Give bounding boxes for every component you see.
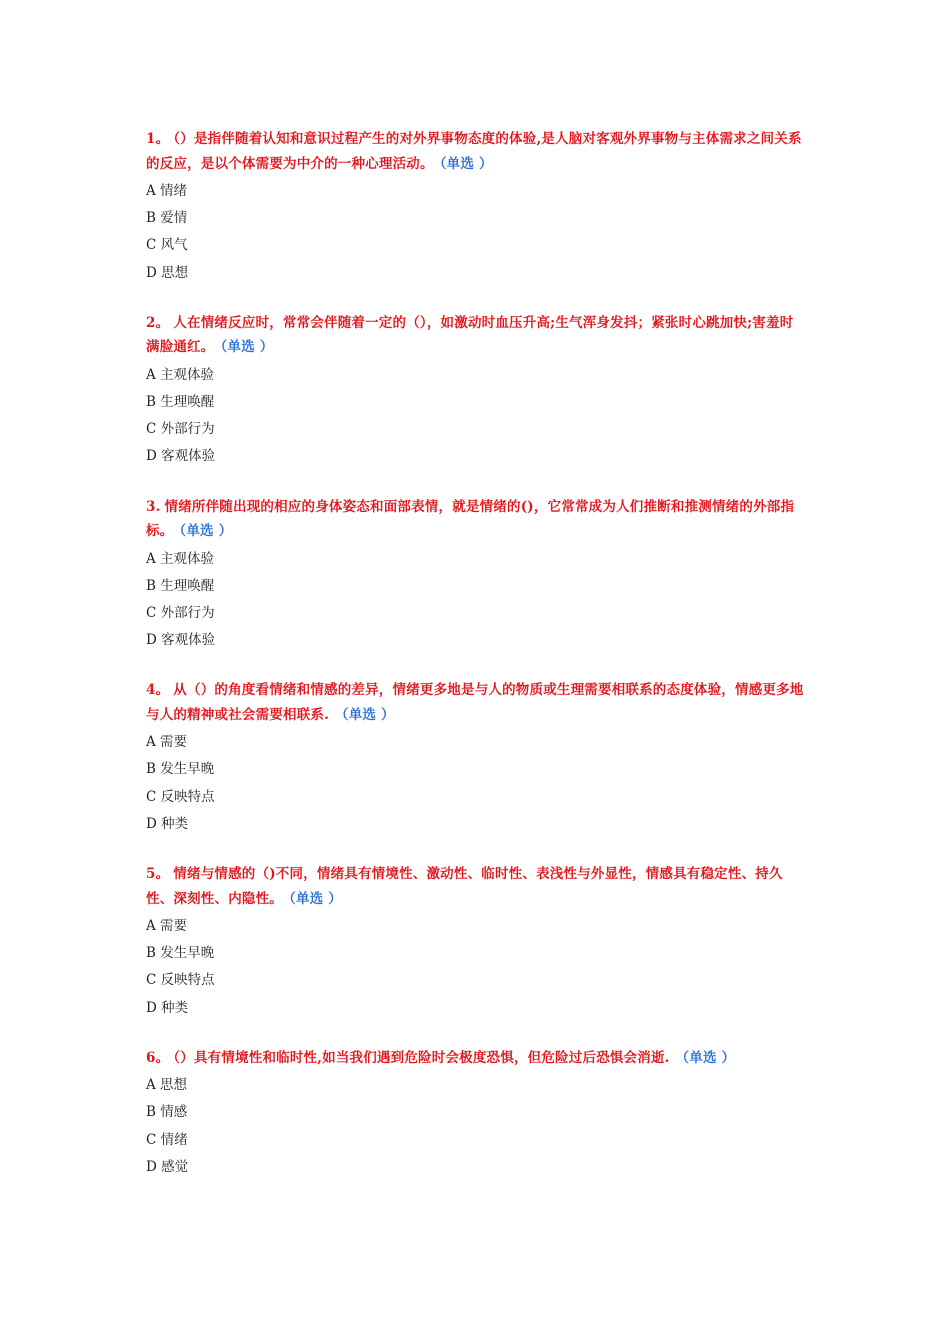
option-c: C 外部行为 xyxy=(146,421,215,438)
question-stem xyxy=(146,1046,806,1071)
option-d: D 种类 xyxy=(146,815,189,832)
option-d: D 客观体验 xyxy=(146,632,216,649)
question-type-label: （单选 ） xyxy=(675,1049,736,1066)
question-4 xyxy=(146,678,806,838)
option-c: C 反映特点 xyxy=(146,788,215,805)
question-stem xyxy=(146,311,806,360)
option-a: A 主观体验 xyxy=(146,550,215,567)
option-b: B 情感 xyxy=(146,1104,188,1121)
option-a: A 思想 xyxy=(146,1077,188,1094)
question-type-label: （单选 ） xyxy=(179,523,233,539)
option-b: B 发生早晚 xyxy=(146,761,215,778)
option-b: B 爱情 xyxy=(146,210,188,227)
question-text: 从（）的角度看情绪和情感的差异，情绪更多地是与人的物质或生理需要相联系的态度体验，情感更多地与人的精神或社会需要相联系. xyxy=(146,682,804,723)
option-a: A 需要 xyxy=(146,918,188,934)
question-stem xyxy=(146,127,806,176)
option-d: D 思想 xyxy=(146,264,189,281)
option-d: D 感觉 xyxy=(146,1158,189,1175)
question-number: 4。 xyxy=(146,682,170,699)
question-type-label: （单选 ） xyxy=(289,890,342,907)
option-c: C 风气 xyxy=(146,237,188,254)
question-3 xyxy=(146,495,806,655)
question-text: 人在情绪反应时，常常会伴随着一定的（），如激动时血压升高;生气浑身发抖；紧张时心跳加快;害羞时满脸通红。 xyxy=(146,314,794,356)
question-stem xyxy=(146,862,806,911)
question-type-label: （单选 ） xyxy=(335,706,395,723)
question-1 xyxy=(146,127,806,287)
question-5 xyxy=(146,862,806,1022)
question-text: 情绪所伴随出现的相应的身体姿态和面部表情，就是情绪的()，它常常成为人们推断和推测情绪的外部指标。 xyxy=(146,498,795,539)
question-number: 3. xyxy=(146,498,161,515)
option-d: D 种类 xyxy=(146,999,189,1016)
option-b: B 生理唤醒 xyxy=(146,577,215,594)
option-c: C 情绪 xyxy=(146,1131,188,1148)
question-text: 情绪与情感的（)不同，情绪具有情境性、激动性、临时性、表浅性与外显性，情感具有稳定性、持久性、深刻性、内隐性。 xyxy=(146,866,783,907)
question-number: 2。 xyxy=(146,314,170,331)
question-sheet xyxy=(146,127,806,1205)
option-b: B 发生早晚 xyxy=(146,945,215,962)
option-c: C 反映特点 xyxy=(146,972,215,989)
option-a: A 情绪 xyxy=(146,183,188,199)
question-2 xyxy=(146,311,806,471)
question-number: 5。 xyxy=(146,866,170,882)
option-d: D 客观体验 xyxy=(146,448,216,465)
question-stem xyxy=(146,678,806,727)
question-6 xyxy=(146,1046,806,1181)
question-text: （）是指伴随着认知和意识过程产生的对外界事物态度的体验,是人脑对客观外界事物与主体需求之间关系的反应，是以个体需要为中介的一种心理活动。 xyxy=(146,131,802,172)
option-b: B 生理唤醒 xyxy=(146,393,215,410)
question-text: （）具有情境性和临时性,如当我们遇到危险时会极度恐惧，但危险过后恐惧会消逝. xyxy=(173,1049,670,1066)
question-type-label: （单选 ） xyxy=(220,339,274,356)
question-number: 6。 xyxy=(146,1049,170,1066)
option-a: A 需要 xyxy=(146,734,188,751)
question-number: 1。 xyxy=(146,131,170,147)
question-type-label: （单选 ） xyxy=(439,155,493,172)
option-c: C 外部行为 xyxy=(146,604,215,621)
question-stem xyxy=(146,495,806,544)
option-a: A 主观体验 xyxy=(146,366,215,383)
